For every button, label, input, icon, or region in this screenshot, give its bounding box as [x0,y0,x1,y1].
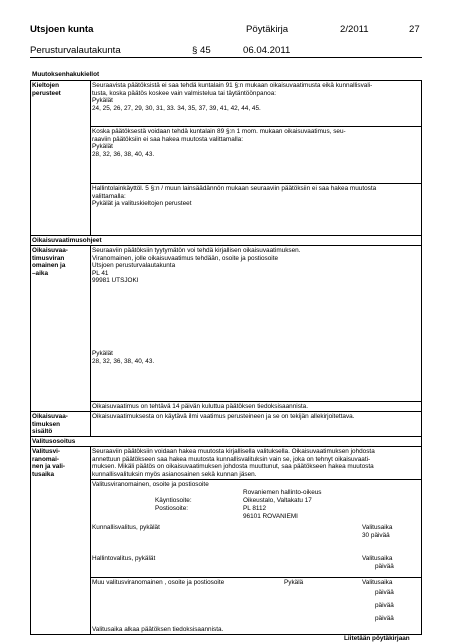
pykala-label: Pykälä [284,579,304,586]
kiellot-paragraph-2: Koska päätöksestä voidaan tehdä kuntalain 89 §:n 1 mom. mukaan oikaisuvaatimus, seu- raaviin päätöksiin ei saa hakea muutosta valittamalla: Pykälät 28, 32, 36, 38, 40, 43. [92,128,346,158]
section-title-muutoksenhakukiellot: Muutoksenhakukiellot [32,71,100,78]
label-valitusviranomainen: Valitusvi- ranomai- nen ja vali- tusaika [32,448,66,478]
hallintovalitus-label: Hallintovalitus, pykälät [92,555,156,562]
muu-days-1: päivää [375,589,394,596]
oikaisu-deadline: Oikaisuvaatimus on tehtävä 14 päivän kuluttua päätöksen tiedoksisaannista. [92,403,308,410]
label-kieltojen-perusteet: Kieltojen perusteet [32,82,61,97]
valitusaika-label-1: Valitusaika [362,524,393,531]
oikaisu-authority-text: Seuraaviin päätöksiin tyytymätön voi tehdä kirjallisen oikaisuvaatimuksen. Viranomainen, jolle oikaisuvaatimus tehdään, osoite ja postiosoite Utsjoen perusturvalautakunta PL 41 99981 UTSJOKI [92,247,301,285]
hallinto-days: päivää [375,563,394,570]
valitus-authority-name: Rovaniemen hallinto-oikeus [243,489,322,496]
posti-city: 96101 ROVANIEMI [243,513,298,520]
oikaisu-content-text: Oikaisuvaatimuksesta on käytävä ilmi vaatimus perusteineen ja se on tekijän allekirjoitettava. [92,413,355,420]
board-name: Perusturvalautakunta [30,45,121,56]
valitusaika-alkaa: Valitusaika alkaa päätöksen tiedoksisaannista. [92,626,224,633]
muu-days-3: päivää [375,615,394,622]
kiellot-paragraph-1: Seuraavista päätöksistä ei saa tehdä kuntalain 91 §:n mukaan oikaisuvaatimusta eikä kunnallisvali- tusta, koska päätös koskee vain valmistelua tai täytäntöönpanoa: Pykälät 24, 25, 26, 27, 29, 30, 31, 33. 34, 35, 37, 39, 41, 42, 44, 45. [92,82,373,112]
valitus-intro: Seuraaviin päätöksiin voidaan hakea muutosta kirjallisella valituksella. Oikaisuvaatimuksen johdosta annettuun päätökseen saa hakea muutosta kunnallisvalituksin vain se, joka on tehnyt oikaisuvaati- muksen. Mikäli päätös on oikaisuvaatimuksen johdosta muuttunut, saa päätökseen hakea muutosta kunnallisvalituksin myös asianosainen sekä kunnan jäsen. [92,448,375,478]
valitusaika-label-2: Valitusaika [362,555,393,562]
valitusaika-label-3: Valitusaika [362,579,393,586]
header-rule [30,57,422,58]
muu-days-2: päivää [375,602,394,609]
kiellot-paragraph-3: Hallintolainkäyttöl. 5 §:n / muun lainsäädännön mukaan seuraaviin päätöksiin ei saa hakea muutosta valittamalla: Pykälät ja valituskieltojen perusteet [92,185,377,208]
valitus-authority-heading: Valitusviranomainen, osoite ja postiosoite [92,481,209,488]
doc-type: Pöytäkirja [246,24,289,35]
label-oikaisuvaatimusviranomainen: Oikaisuvaa- timusviran omainen ja –aika [32,247,68,277]
section-title-valitusosoitus: Valitusosoitus [32,438,76,445]
liitetaan-poytakirjaan: Liitetään pöytäkirjaan [344,635,410,642]
muu-valitusviranomainen-label: Muu valitusviranomainen , osoite ja postiosoite [92,579,225,586]
page-number: 27 [409,24,420,35]
oikaisu-pykalat: Pykälät 28, 32, 36, 38, 40, 43. [92,350,155,365]
label-oikaisuvaatimuksen-sisalto: Oikaisuvaa- timuksen sisältö [32,413,68,436]
kaynti-label: Käyntiosoite: [155,497,192,504]
doc-number: 2/2011 [340,24,369,35]
posti-label: Postiosoite: [155,505,189,512]
kaynti-value: Oikeustalo, Valtakatu 17 [243,497,312,504]
org-name: Utsjoen kunta [30,24,94,35]
posti-value: PL 8112 [243,505,267,512]
section-number: § 45 [192,45,211,56]
valitusaika-30-days: 30 päivää [362,532,390,539]
kunnallisvalitus-label: Kunnallisvalitus, pykälät [92,524,160,531]
section-title-oikaisuvaatimusohjeet: Oikaisuvaatimusohjeet [32,237,102,244]
meeting-date: 06.04.2011 [243,45,291,56]
